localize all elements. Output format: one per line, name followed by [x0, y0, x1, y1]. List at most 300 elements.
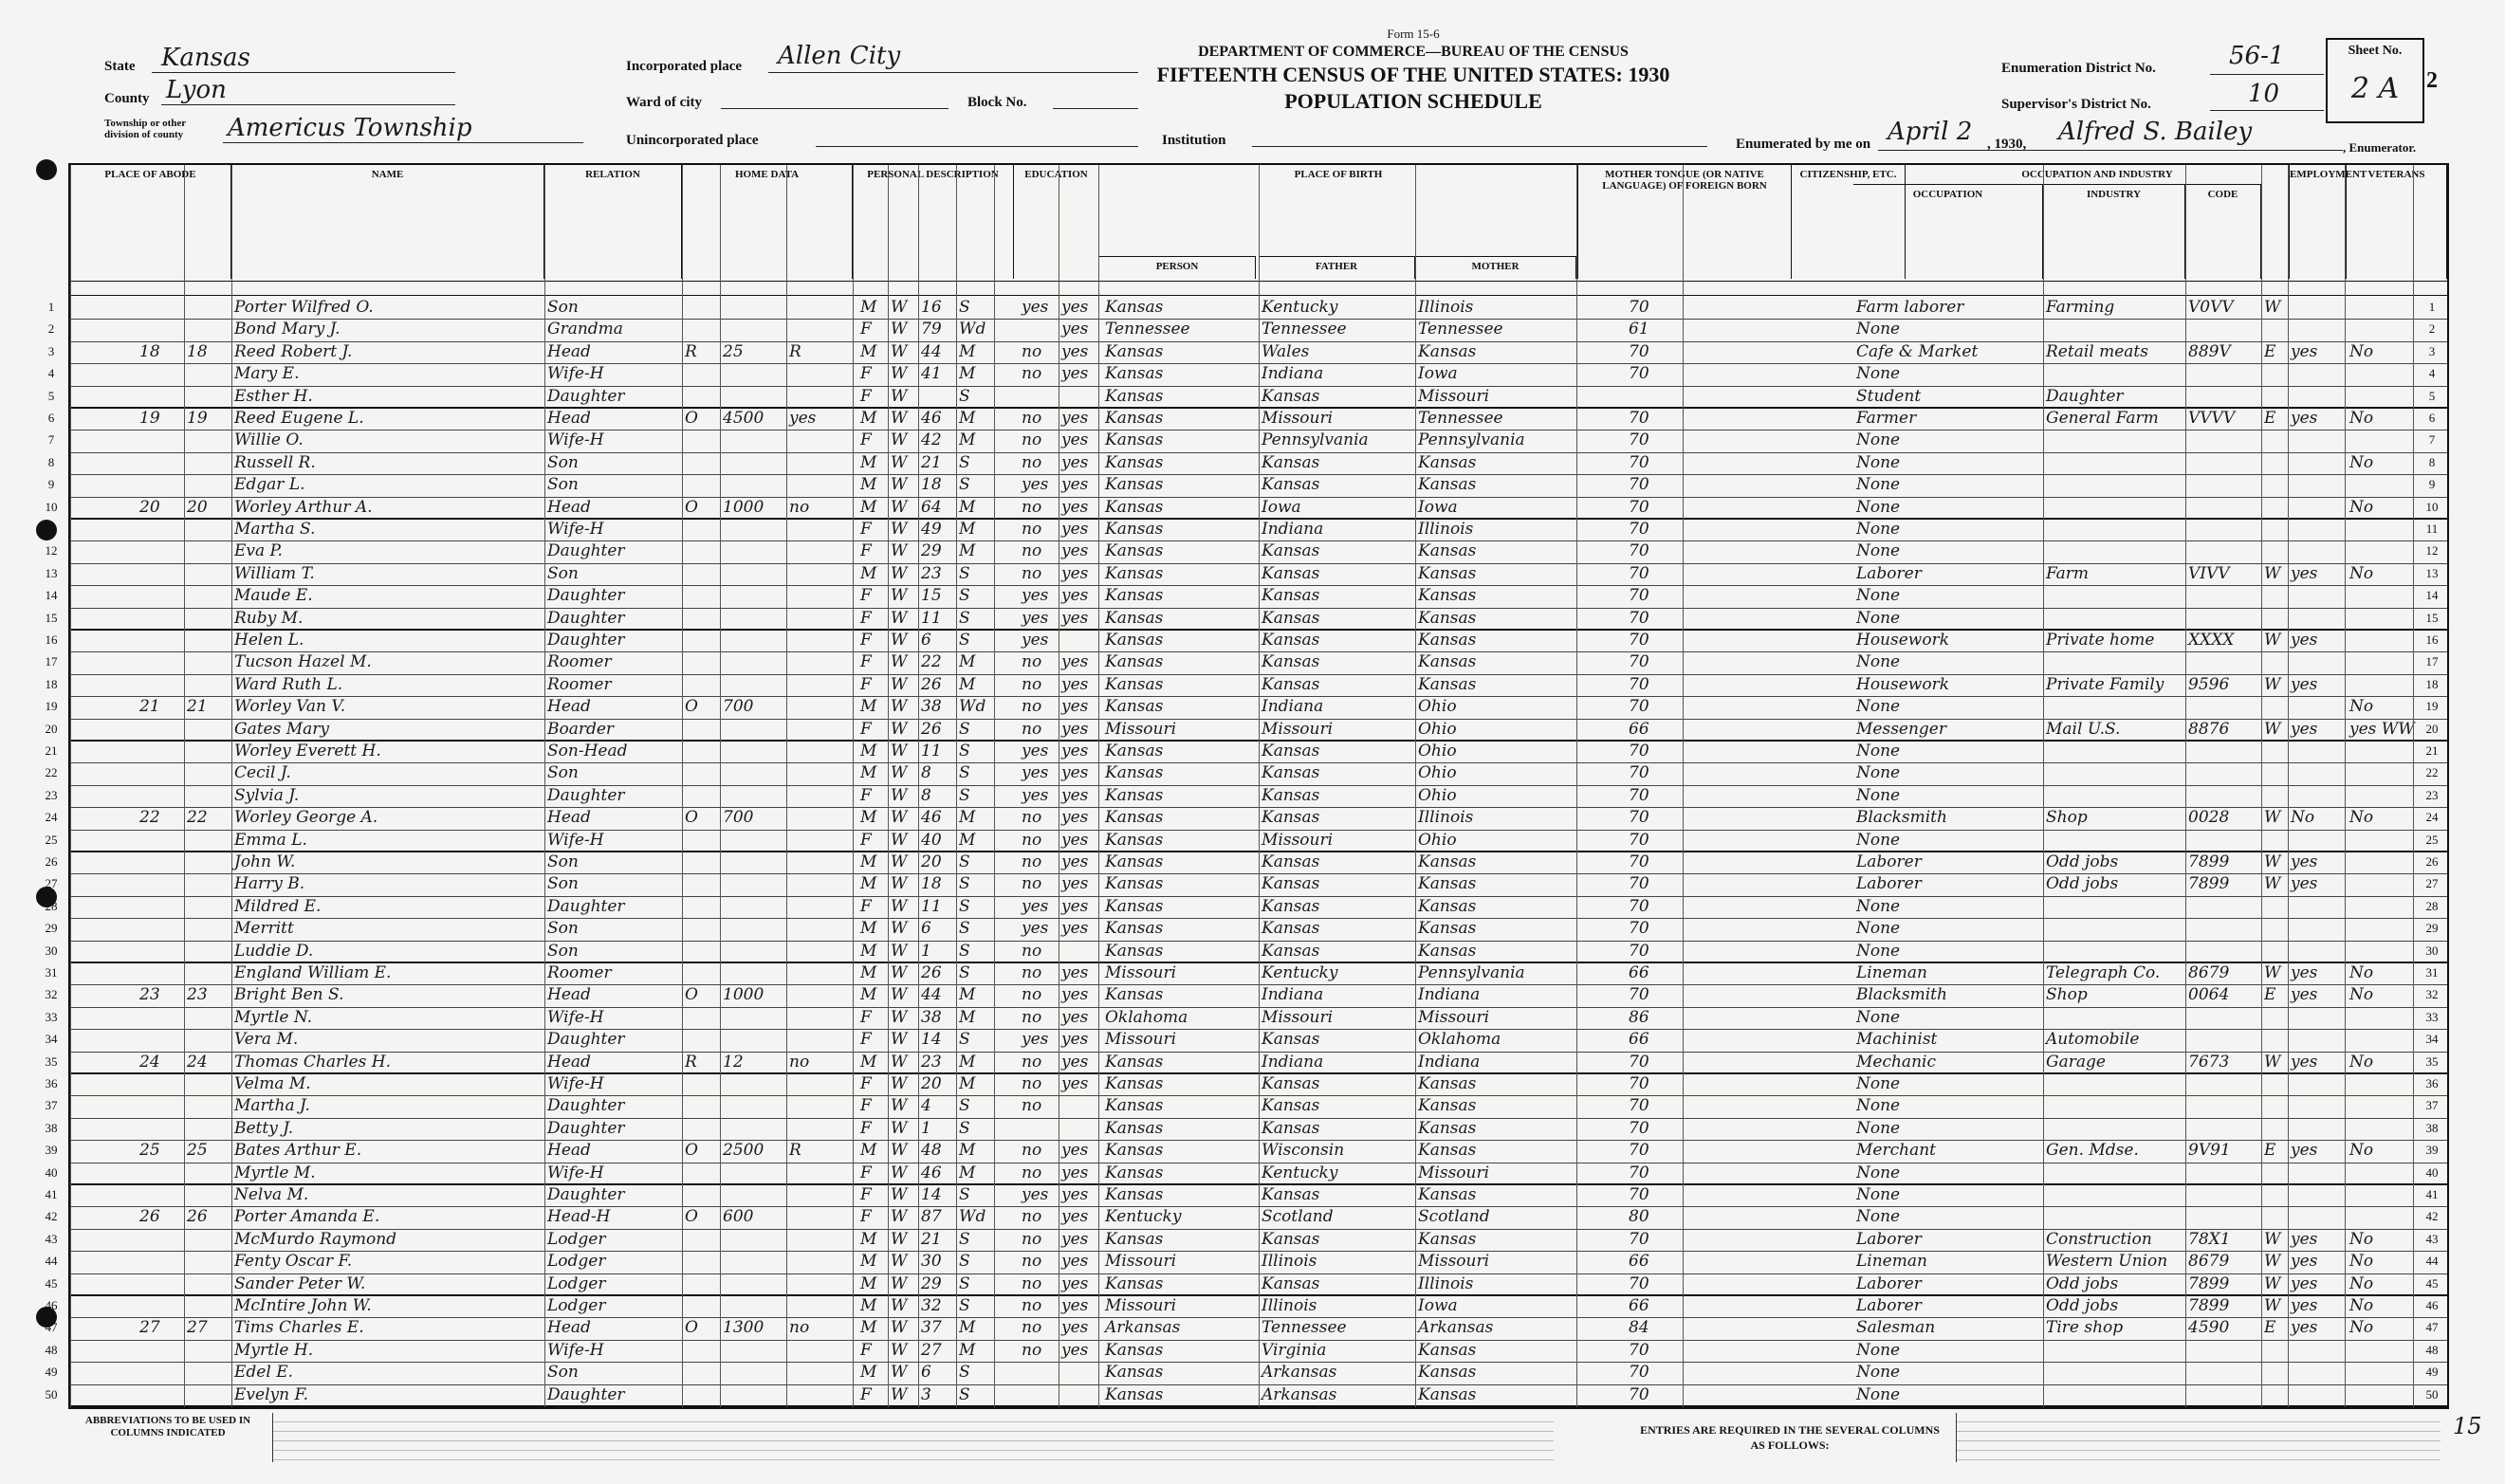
cell-race: W: [891, 830, 908, 850]
cell-home: [682, 897, 720, 918]
cell-val: [720, 1296, 786, 1317]
cell-val: [720, 897, 786, 918]
line-number-left: 26: [45, 854, 58, 869]
cell-lang: 70: [1629, 1273, 1649, 1293]
cell-sch: no: [1022, 1273, 1042, 1293]
cell-code: [2185, 942, 2261, 962]
cell-sch: no: [1022, 431, 1042, 450]
cell-vet: No: [2349, 1052, 2374, 1072]
cell-occ: Laborer: [1856, 852, 1922, 871]
cell-vet: No: [2349, 563, 2374, 583]
cell-radio: [786, 1363, 853, 1383]
cell-name: Mildred E.: [234, 896, 322, 916]
cell-race: W: [891, 431, 908, 450]
cell-cw: W: [2264, 719, 2281, 739]
cell-name: William T.: [234, 563, 315, 583]
subheader-father: FATHER: [1259, 256, 1415, 279]
cell-sex: M: [860, 742, 877, 760]
cell-occ: Merchant: [1856, 1141, 1936, 1161]
cell-bp: Kansas: [1105, 808, 1164, 828]
cell-read: yes: [1061, 1207, 1089, 1227]
enumerator-name: Alfred S. Bailey: [2058, 118, 2253, 146]
cell-vet: [2347, 675, 2413, 696]
cell-mar: S: [959, 874, 970, 894]
cell-ind: [2043, 919, 2185, 940]
cell-fam: 25: [187, 1141, 208, 1161]
cell-dwell: [137, 1274, 184, 1294]
cell-radio: [786, 1096, 853, 1117]
cell-ind: Private home: [2046, 631, 2155, 650]
cell-occ: Laborer: [1856, 874, 1922, 894]
header-mother-tongue: MOTHER TONGUE (OR NATIVE LANGUAGE) OF FOREIGN BORN: [1578, 165, 1792, 279]
cell-fbp: Indiana: [1262, 364, 1324, 384]
cell-sex: F: [860, 1207, 872, 1227]
cell-lang: 70: [1629, 919, 1649, 939]
cell-fam: [184, 1185, 231, 1206]
cell-fbp: Kansas: [1262, 1096, 1320, 1116]
cell-radio: [786, 874, 853, 895]
cell-mar: S: [959, 386, 970, 406]
cell-vet: [2347, 897, 2413, 918]
cell-fbp: Missouri: [1262, 1007, 1334, 1027]
cell-lang: 66: [1629, 963, 1649, 982]
cell-emp: [2288, 786, 2345, 807]
cell-race: W: [891, 1007, 908, 1027]
cell-race: W: [891, 652, 908, 672]
cell-mbp: Missouri: [1418, 1007, 1490, 1027]
cell-lang: 66: [1629, 1252, 1649, 1272]
cell-race: W: [891, 941, 908, 961]
column-rule: [918, 165, 919, 1407]
cell-ind: Farming: [2046, 298, 2115, 317]
cell-race: W: [891, 919, 908, 939]
header-employment: EMPLOYMENT: [2290, 165, 2347, 279]
cell-age: 6: [921, 919, 931, 939]
cell-val: [720, 963, 786, 984]
cell-bp: Kansas: [1105, 1229, 1164, 1249]
cell-dwell: [137, 852, 184, 873]
cell-sch: yes: [1022, 475, 1049, 495]
cell-bp: Tennessee: [1105, 320, 1190, 339]
cell-age: 38: [921, 1007, 942, 1027]
column-rule: [231, 165, 232, 1407]
cell-dwell: [137, 1096, 184, 1117]
block-label: Block No.: [967, 95, 1027, 110]
cell-sex: F: [860, 1163, 872, 1182]
cell-age: 30: [921, 1252, 942, 1272]
cell-sex: M: [860, 1363, 877, 1383]
cell-emp: [2288, 520, 2345, 540]
cell-val: [720, 520, 786, 540]
cell-read: yes: [1061, 763, 1089, 783]
line-number-right: 49: [2425, 1365, 2439, 1380]
line-number-right: 46: [2425, 1298, 2439, 1312]
cell-home: [682, 963, 720, 984]
cell-radio: [786, 609, 853, 629]
cell-lang: 70: [1629, 563, 1649, 583]
cell-home: [682, 520, 720, 540]
cell-fam: [184, 320, 231, 340]
cell-cw: [2261, 786, 2288, 807]
cell-name: Ward Ruth L.: [234, 674, 343, 694]
sd-value: 10: [2248, 80, 2280, 108]
cell-sex: M: [860, 985, 877, 1005]
cell-name: Worley George A.: [234, 808, 378, 828]
cell-lang: 70: [1629, 1163, 1649, 1182]
cell-age: 14: [921, 1030, 942, 1050]
cell-vet: No: [2349, 409, 2374, 428]
line-number-right: 30: [2425, 943, 2439, 958]
subheader-code: CODE: [2185, 184, 2261, 279]
cell-home: R: [685, 1052, 697, 1072]
cell-read: yes: [1061, 1273, 1089, 1293]
cell-home: [682, 1119, 720, 1140]
cell-sch: no: [1022, 1007, 1042, 1027]
line-number-left: 44: [45, 1254, 58, 1269]
cell-read: yes: [1061, 1141, 1089, 1161]
cell-name: Reed Robert J.: [234, 341, 353, 361]
line-number-left: 49: [45, 1365, 58, 1380]
cell-sex: F: [860, 1096, 872, 1116]
cell-mbp: Kansas: [1418, 1340, 1477, 1360]
line-number-left: 25: [45, 832, 58, 847]
cell-val: [720, 1163, 786, 1183]
cell-fam: [184, 1074, 231, 1095]
cell-dwell: [137, 1230, 184, 1251]
column-rule: [720, 165, 721, 1407]
cell-code: [2185, 520, 2261, 540]
cell-mbp: Ohio: [1418, 719, 1457, 739]
line-number-left: 47: [45, 1320, 58, 1335]
line-number-right: 40: [2425, 1164, 2439, 1180]
cell-home: O: [685, 497, 698, 517]
cell-val: 700: [723, 808, 754, 828]
cell-ind: Garage: [2046, 1052, 2106, 1072]
state-label: State: [104, 59, 136, 74]
cell-lang: 61: [1629, 320, 1649, 339]
cell-fbp: Tennessee: [1262, 1318, 1347, 1338]
cell-sex: M: [860, 341, 877, 361]
cell-age: 18: [921, 874, 942, 894]
cell-name: Mary E.: [234, 364, 300, 384]
cell-fam: [184, 1252, 231, 1273]
cell-home: [682, 1252, 720, 1273]
cell-code: [2185, 1008, 2261, 1029]
cell-emp: [2288, 1163, 2345, 1183]
cell-read: yes: [1061, 985, 1089, 1005]
cell-mbp: Ohio: [1418, 830, 1457, 850]
cell-bp: Kansas: [1105, 1273, 1164, 1293]
cell-mbp: Kansas: [1418, 941, 1477, 961]
cell-name: Edgar L.: [234, 475, 305, 495]
cell-ind: General Farm: [2046, 409, 2159, 428]
cell-race: W: [891, 1318, 908, 1338]
cell-sex: F: [860, 1118, 872, 1138]
cell-emp: [2288, 697, 2345, 718]
cell-occ: Messenger: [1856, 719, 1946, 739]
cell-vet: [2347, 609, 2413, 629]
cell-sch: yes: [1022, 919, 1049, 939]
line-number-left: 4: [47, 366, 55, 381]
line-number-right: 38: [2425, 1120, 2439, 1135]
cell-mar: M: [959, 652, 976, 672]
cell-ind: Odd jobs: [2046, 1296, 2119, 1315]
cell-radio: [786, 852, 853, 873]
cell-bp: Kansas: [1105, 563, 1164, 583]
cell-read: yes: [1061, 719, 1089, 739]
cell-emp: yes: [2291, 341, 2318, 361]
cell-emp: yes: [2291, 1273, 2318, 1293]
cell-rel: Head: [547, 1318, 591, 1338]
cell-code: V0VV: [2188, 298, 2234, 317]
cell-dwell: 21: [139, 697, 160, 717]
cell-home: O: [685, 1141, 698, 1161]
cell-sex: M: [860, 697, 877, 717]
cell-val: [720, 1341, 786, 1362]
line-number-left: 21: [45, 743, 58, 758]
cell-fam: [184, 1363, 231, 1383]
cell-mar: M: [959, 409, 976, 428]
cell-fbp: Arkansas: [1262, 1384, 1337, 1404]
cell-radio: no: [789, 1318, 810, 1338]
cell-dwell: [137, 586, 184, 607]
cell-read: [1059, 942, 1098, 962]
cell-age: 23: [921, 1052, 942, 1072]
cell-race: W: [891, 409, 908, 428]
cell-read: yes: [1061, 520, 1089, 539]
cell-read: yes: [1061, 1252, 1089, 1272]
cell-bp: Kansas: [1105, 631, 1164, 650]
cell-ind: [2043, 431, 2185, 451]
cell-dwell: [137, 1296, 184, 1317]
enumerator-suffix: , Enumerator.: [2343, 140, 2417, 155]
cell-code: VIVV: [2188, 563, 2230, 583]
cell-dwell: [137, 1163, 184, 1183]
cell-code: 7673: [2188, 1052, 2230, 1072]
cell-val: 1300: [723, 1318, 764, 1338]
cell-emp: [2288, 498, 2345, 518]
line-number-left: 39: [45, 1143, 58, 1158]
cell-age: 22: [921, 652, 942, 672]
line-number-left: 5: [47, 388, 55, 403]
cell-cw: W: [2264, 852, 2281, 871]
cell-dwell: 22: [139, 808, 160, 828]
cell-radio: R: [789, 1141, 801, 1161]
cell-val: [720, 586, 786, 607]
cell-emp: [2288, 475, 2345, 496]
cell-occ: Housework: [1856, 674, 1950, 694]
cell-occ: None: [1856, 785, 1901, 805]
cell-name: Worley Arthur A.: [234, 497, 373, 517]
line-number-left: 46: [45, 1298, 58, 1312]
cell-occ: None: [1856, 1118, 1901, 1138]
cell-fbp: Pennsylvania: [1262, 431, 1369, 450]
cell-mbp: Illinois: [1418, 520, 1474, 539]
cell-occ: Student: [1856, 386, 1922, 406]
line-number-right: 32: [2425, 987, 2439, 1002]
line-number-right: 13: [2425, 565, 2439, 580]
cell-vet: [2347, 320, 2413, 340]
cell-bp: Kansas: [1105, 520, 1164, 539]
line-number-left: 36: [45, 1076, 58, 1090]
header-name: NAME: [231, 165, 544, 279]
cell-occ: Laborer: [1856, 1229, 1922, 1249]
cell-lang: 70: [1629, 1074, 1649, 1093]
cell-cw: [2261, 1008, 2288, 1029]
cell-cw: W: [2264, 1296, 2281, 1315]
cell-read: yes: [1061, 431, 1089, 450]
cell-mbp: Pennsylvania: [1418, 431, 1525, 450]
cell-home: [682, 942, 720, 962]
line-number-left: 15: [45, 610, 58, 625]
cell-occ: None: [1856, 1363, 1901, 1383]
cell-dwell: [137, 475, 184, 496]
entries-title: ENTRIES ARE REQUIRED IN THE SEVERAL COLUMNS AS FOLLOWS:: [1640, 1423, 1940, 1452]
cell-dwell: [137, 1008, 184, 1029]
cell-fam: [184, 963, 231, 984]
cell-lang: 70: [1629, 785, 1649, 805]
cell-cw: [2261, 652, 2288, 673]
cell-vet: No: [2349, 963, 2374, 982]
cell-lang: 70: [1629, 608, 1649, 628]
cell-fbp: Scotland: [1262, 1207, 1334, 1227]
line-number-left: 6: [47, 411, 55, 425]
cell-radio: [786, 985, 853, 1006]
cell-vet: [2347, 786, 2413, 807]
cell-cw: [2261, 742, 2288, 762]
cell-home: [682, 1385, 720, 1405]
cell-fam: [184, 919, 231, 940]
cell-home: [682, 1274, 720, 1294]
cell-race: W: [891, 896, 908, 916]
line-number-left: 8: [47, 454, 55, 469]
cell-name: Ruby M.: [234, 608, 304, 628]
cell-read: yes: [1061, 320, 1089, 339]
cell-cw: W: [2264, 808, 2281, 828]
cell-rel: Roomer: [547, 963, 612, 982]
line-number-left: 42: [45, 1209, 58, 1224]
cell-ind: [2043, 652, 2185, 673]
cell-race: W: [891, 1163, 908, 1182]
cell-fam: [184, 1119, 231, 1140]
cell-bp: Kansas: [1105, 1052, 1164, 1072]
cell-val: [720, 1008, 786, 1029]
cell-emp: [2288, 1341, 2345, 1362]
cell-read: yes: [1061, 541, 1089, 561]
cell-mbp: Arkansas: [1418, 1318, 1494, 1338]
cell-ind: [2043, 453, 2185, 474]
cell-sch: no: [1022, 409, 1042, 428]
line-number-left: 31: [45, 965, 58, 980]
cell-rel: Son: [547, 874, 579, 894]
cell-fbp: Kansas: [1262, 1229, 1320, 1249]
cell-ind: Odd jobs: [2046, 874, 2119, 894]
cell-cw: W: [2264, 563, 2281, 583]
cell-radio: [786, 897, 853, 918]
cell-vet: [2347, 763, 2413, 784]
cell-cw: [2261, 1119, 2288, 1140]
line-number-right: 34: [2425, 1032, 2439, 1047]
cell-occ: None: [1856, 652, 1901, 672]
cell-mar: S: [959, 941, 970, 961]
cell-lang: 70: [1629, 830, 1649, 850]
cell-code: 78X1: [2188, 1229, 2231, 1249]
cell-occ: None: [1856, 364, 1901, 384]
cell-age: 16: [921, 298, 942, 317]
county-value: Lyon: [166, 76, 227, 104]
cell-home: [682, 1341, 720, 1362]
cell-vet: [2347, 1096, 2413, 1117]
cell-fam: 24: [187, 1052, 208, 1072]
header-place-of-birth: PLACE OF BIRTH: [1099, 165, 1578, 279]
cell-code: [2185, 387, 2261, 407]
cell-bp: Kansas: [1105, 1074, 1164, 1093]
cell-emp: yes: [2291, 719, 2318, 739]
cell-code: 0064: [2188, 985, 2230, 1005]
sheet-number: 2 A: [2350, 72, 2400, 105]
cell-lang: 80: [1629, 1207, 1649, 1227]
cell-race: W: [891, 763, 908, 783]
cell-fam: [184, 675, 231, 696]
cell-code: [2185, 586, 2261, 607]
cell-emp: yes: [2291, 1252, 2318, 1272]
enum-label: Enumerated by me on: [1736, 137, 1871, 152]
cell-sch: no: [1022, 1296, 1042, 1315]
cell-fam: [184, 942, 231, 962]
cell-sch: no: [1022, 1052, 1042, 1072]
cell-bp: Kansas: [1105, 386, 1164, 406]
cell-val: [720, 609, 786, 629]
cell-mar: S: [959, 763, 970, 783]
cell-val: [720, 1230, 786, 1251]
cell-lang: 70: [1629, 431, 1649, 450]
cell-mar: Wd: [959, 1207, 986, 1227]
cell-emp: yes: [2291, 409, 2318, 428]
cell-sch: [1019, 320, 1059, 340]
cell-vet: [2347, 431, 2413, 451]
cell-fbp: Illinois: [1262, 1296, 1317, 1315]
cell-sch: yes: [1022, 896, 1049, 916]
cell-bp: Kansas: [1105, 586, 1164, 606]
column-rule: [1683, 165, 1684, 1407]
cell-radio: [786, 697, 853, 718]
incorporated-value: Allen City: [778, 42, 901, 70]
cell-mbp: Kansas: [1418, 652, 1477, 672]
cell-radio: [786, 1274, 853, 1294]
cell-rel: Son: [547, 1363, 579, 1383]
cell-read: yes: [1061, 1052, 1089, 1072]
cell-mar: M: [959, 1163, 976, 1182]
cell-radio: [786, 1230, 853, 1251]
column-rule: [184, 165, 185, 1407]
cell-code: [2185, 1074, 2261, 1095]
cell-lang: 70: [1629, 298, 1649, 317]
cell-age: 42: [921, 431, 942, 450]
cell-fbp: Kansas: [1262, 852, 1320, 871]
cell-sex: M: [860, 763, 877, 783]
cell-vet: No: [2349, 697, 2374, 717]
cell-bp: Kansas: [1105, 541, 1164, 561]
cell-fam: [184, 786, 231, 807]
cell-bp: Kansas: [1105, 341, 1164, 361]
cell-sch: no: [1022, 563, 1042, 583]
cell-ind: [2043, 1207, 2185, 1228]
schedule-title: POPULATION SCHEDULE: [1284, 89, 1542, 113]
cell-code: 9V91: [2188, 1141, 2231, 1161]
cell-emp: [2288, 1030, 2345, 1051]
cell-lang: 70: [1629, 1229, 1649, 1249]
cell-fbp: Kansas: [1262, 1074, 1320, 1093]
